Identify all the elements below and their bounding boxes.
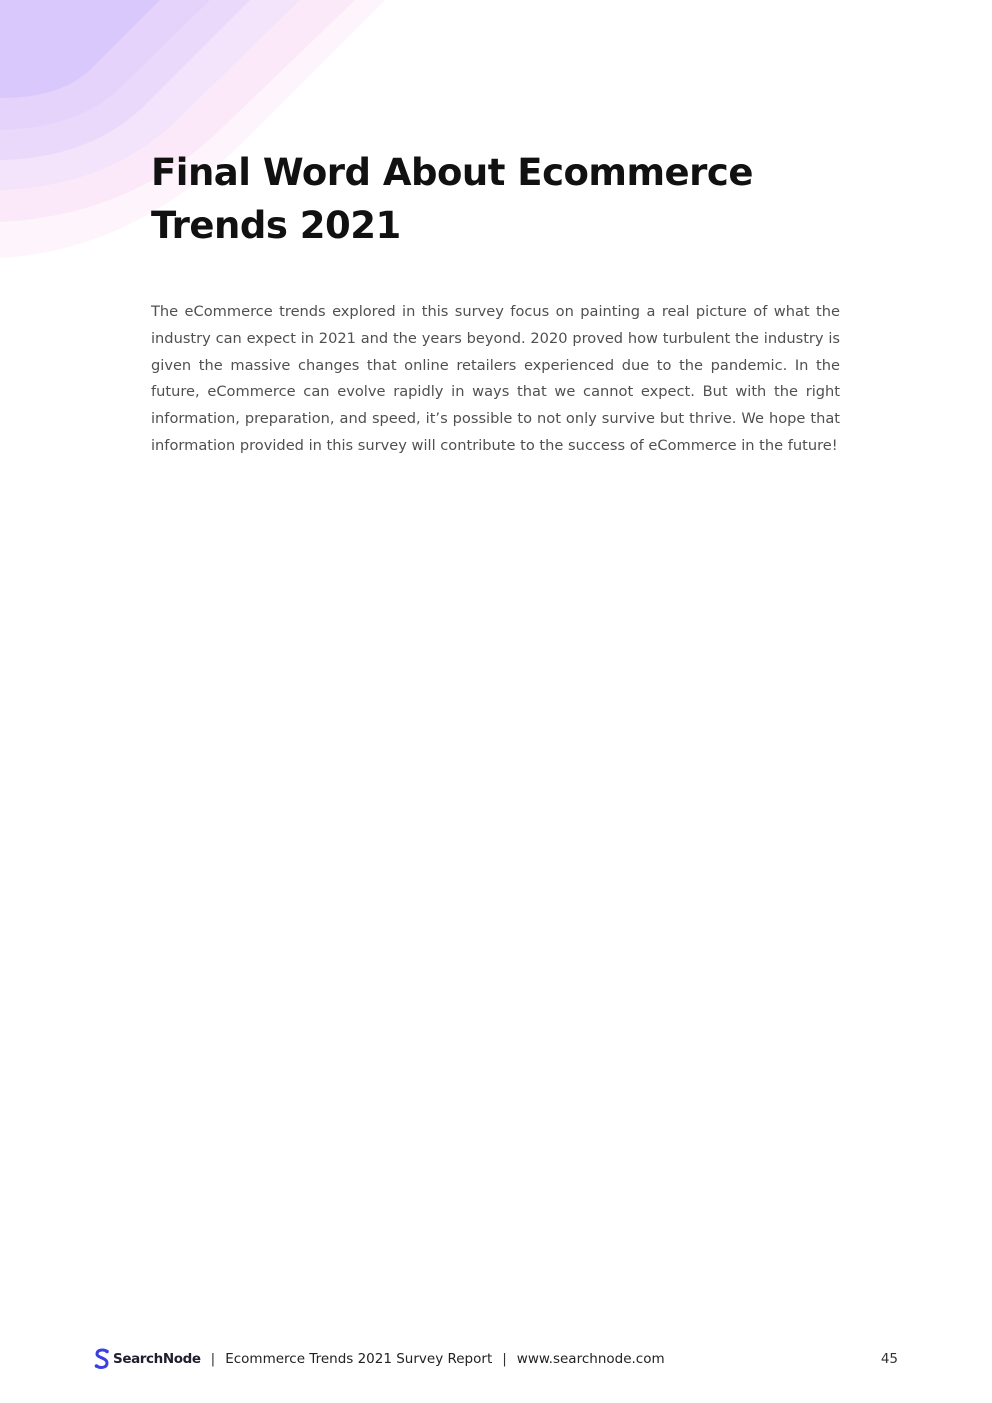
searchnode-logo-icon bbox=[94, 1348, 110, 1370]
page-title: Final Word About Ecommerce Trends 2021 bbox=[151, 151, 753, 247]
logo-wordmark: SearchNode bbox=[113, 1351, 201, 1367]
searchnode-logo bbox=[94, 1347, 201, 1371]
report-title: Ecommerce Trends 2021 Survey Report bbox=[225, 1351, 493, 1367]
footer-separator: | bbox=[502, 1351, 507, 1367]
body-paragraph: The eCommerce trends explored in this survey focus on painting a real picture of what the industry can expect in 2021 and the years beyond. 2020 proved how turbulent the industry is given the massive changes that online retailers experienced due to the pandemic. In the future, eCommerce can evolve rapidly in ways that we cannot expect. But with the right information, preparation, and speed, it’s possible to not only survive but thrive. We hope that information provided in this survey will contribute to the success of eCommerce in the future! bbox=[151, 303, 840, 454]
page-footer bbox=[94, 1347, 898, 1371]
footer-separator: | bbox=[210, 1351, 216, 1367]
website-link[interactable]: www.searchnode.com bbox=[516, 1351, 665, 1367]
page-number: 45 bbox=[880, 1351, 898, 1367]
